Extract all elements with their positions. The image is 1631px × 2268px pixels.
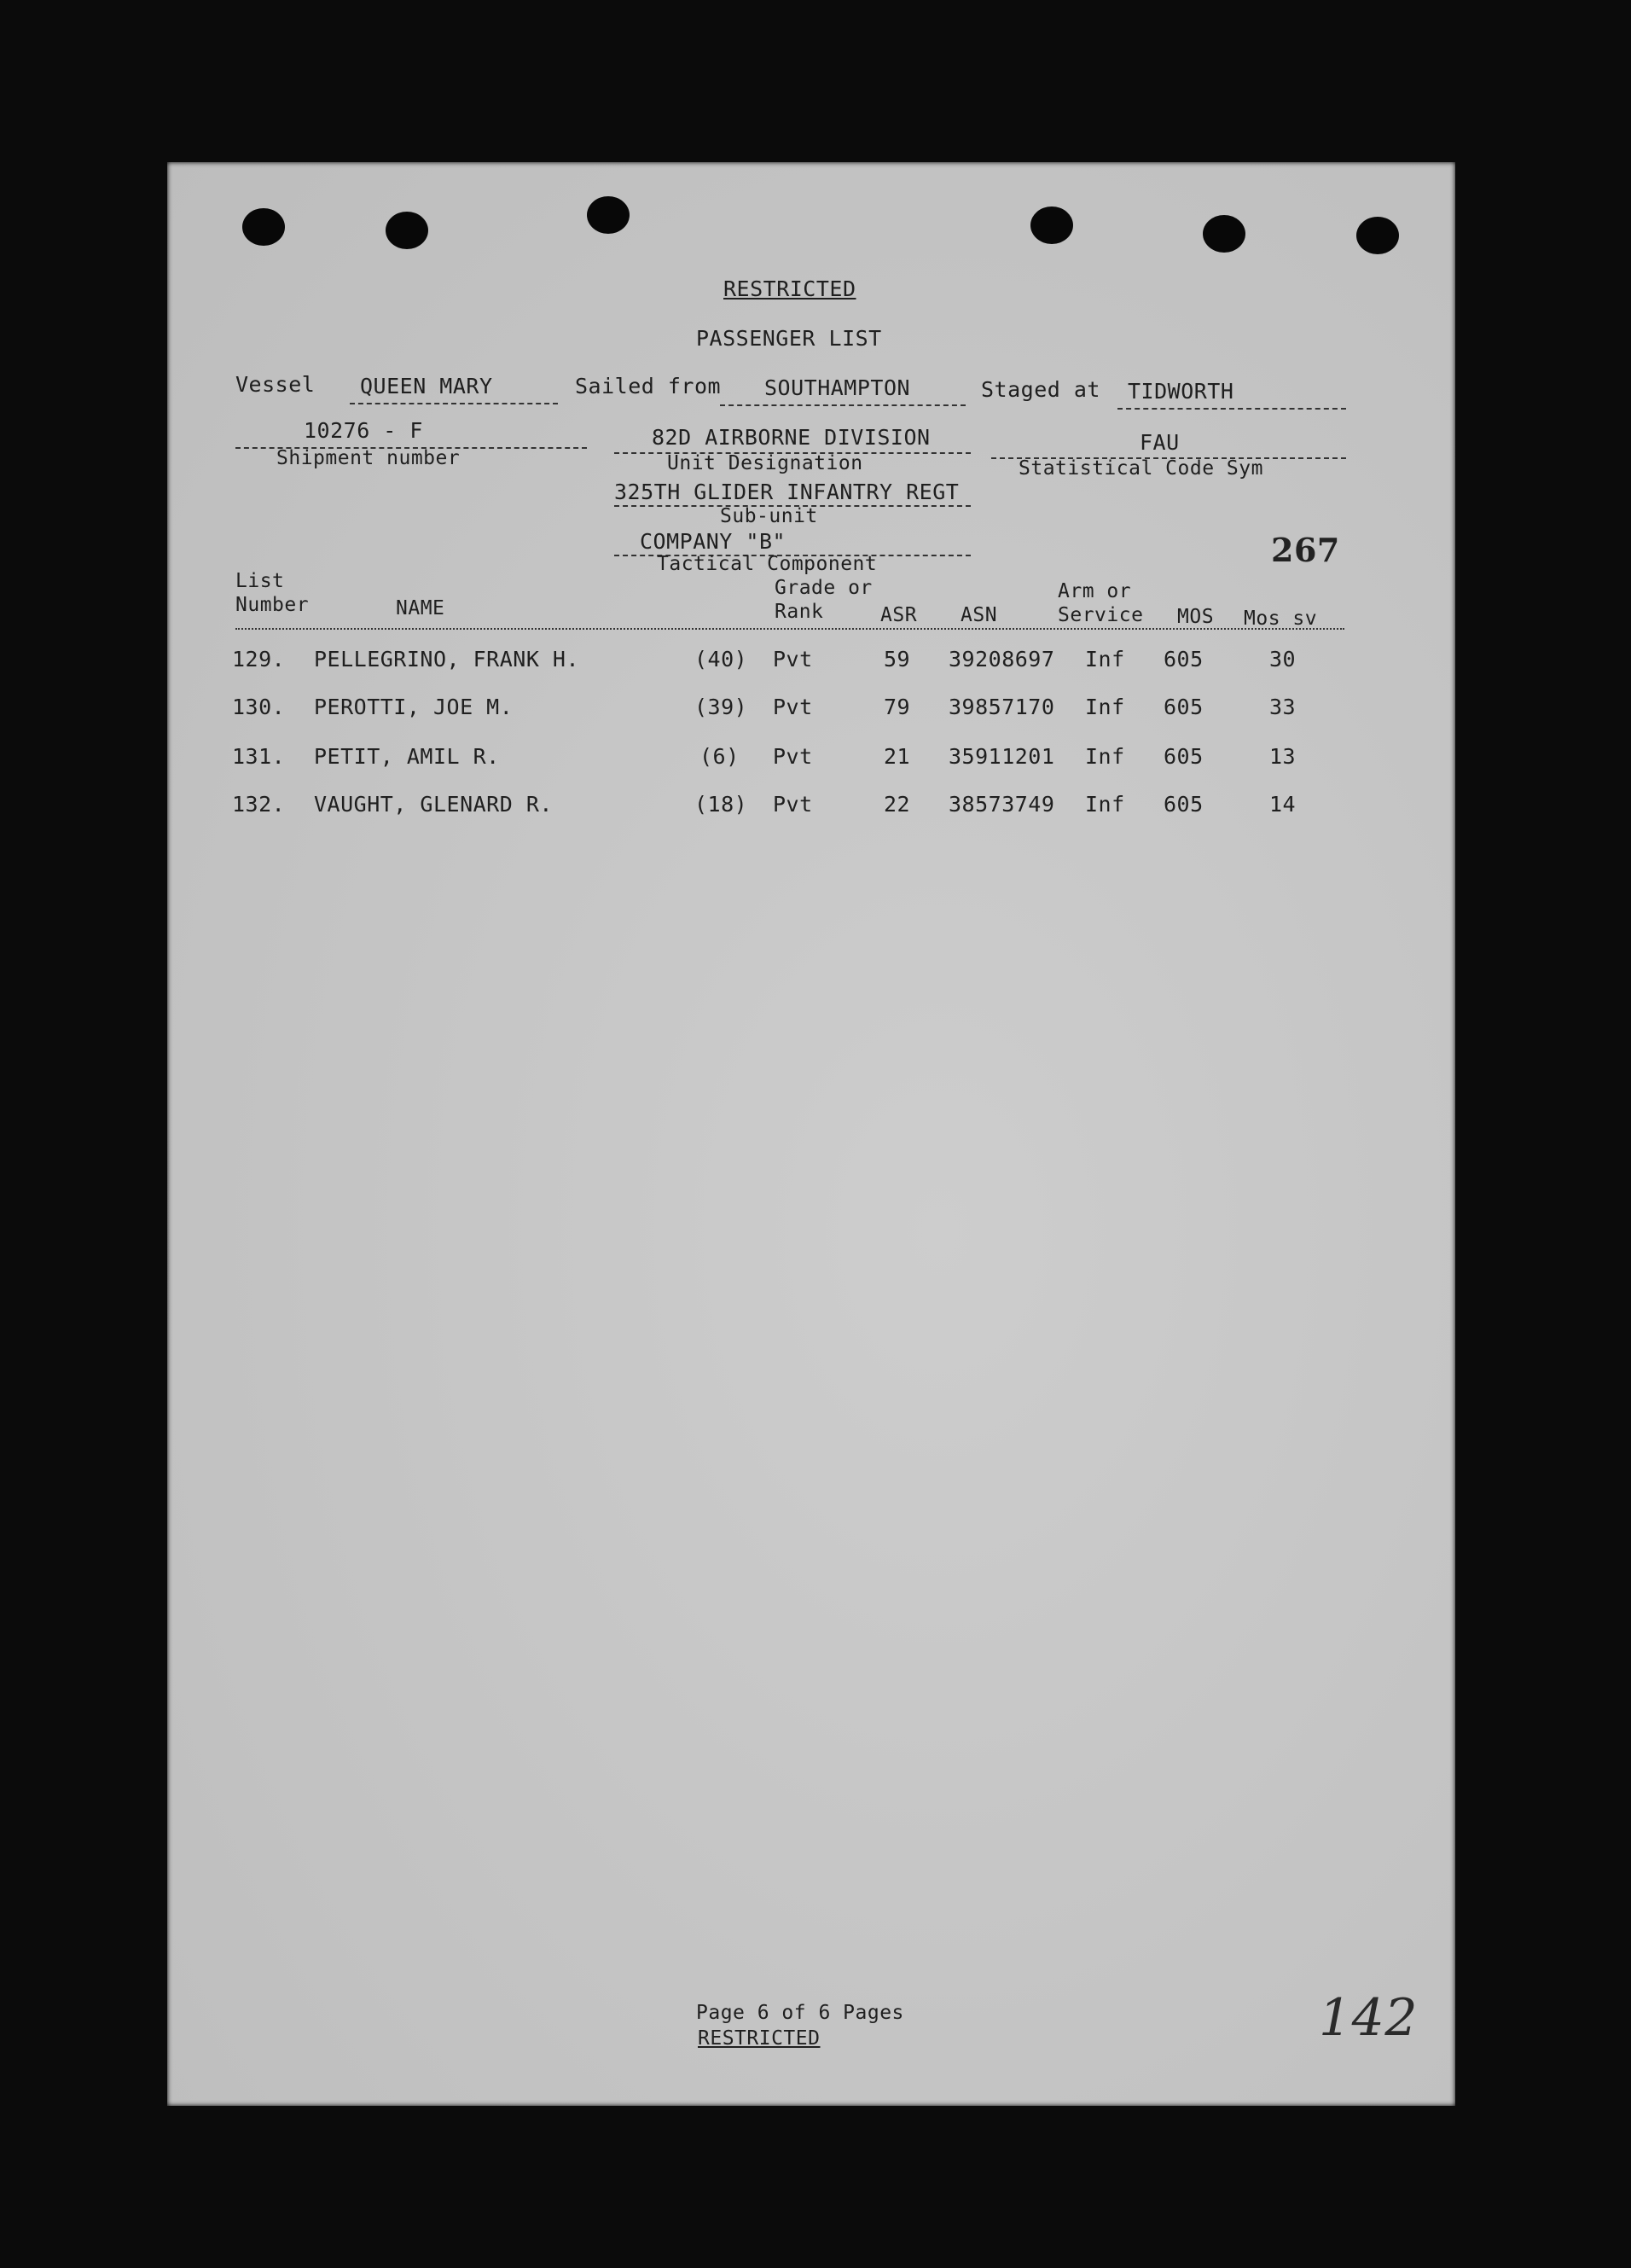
row-age: (18) — [694, 792, 748, 817]
row-age: (6) — [699, 744, 740, 769]
col-arm-1: Arm or — [1058, 580, 1132, 602]
staged-value: TIDWORTH — [1128, 379, 1234, 404]
punch-hole — [1203, 215, 1245, 253]
unit-label: Unit Designation — [667, 452, 863, 474]
row-mos: 605 — [1164, 744, 1204, 769]
stat-label: Statistical Code Sym — [1019, 457, 1263, 480]
row-arm: Inf — [1085, 695, 1125, 719]
staged-underline — [1117, 408, 1346, 410]
header-underline — [235, 628, 1344, 630]
row-rank: Pvt — [773, 744, 813, 769]
table-row — [167, 792, 1455, 823]
vessel-label: Vessel — [235, 372, 316, 397]
punch-hole — [242, 208, 285, 246]
sailed-label: Sailed from — [575, 374, 722, 398]
page-count: Page 6 of 6 Pages — [696, 2002, 904, 2024]
table-row — [167, 695, 1455, 725]
row-number: 130. — [232, 695, 286, 719]
stat-value: FAU — [1140, 430, 1180, 455]
row-rank: Pvt — [773, 792, 813, 817]
restricted-footer: RESTRICTED — [698, 2027, 821, 2050]
tactical-label: Tactical Component — [657, 553, 878, 575]
row-number: 131. — [232, 744, 286, 769]
row-asn: 38573749 — [949, 792, 1055, 817]
row-asr: 59 — [884, 647, 911, 672]
unit-value: 82D AIRBORNE DIVISION — [652, 425, 931, 450]
col-name: NAME — [396, 597, 445, 619]
row-age: (39) — [694, 695, 748, 719]
row-arm: Inf — [1085, 792, 1125, 817]
row-mos-sv: 30 — [1269, 647, 1297, 672]
row-number: 129. — [232, 647, 286, 672]
row-name: PEROTTI, JOE M. — [314, 695, 514, 719]
row-mos: 605 — [1164, 695, 1204, 719]
row-mos-sv: 14 — [1269, 792, 1297, 817]
col-grade-1: Grade or — [775, 577, 873, 599]
col-list-number-1: List — [235, 570, 285, 592]
col-grade-2: Rank — [775, 601, 824, 623]
row-arm: Inf — [1085, 744, 1125, 769]
document-page — [167, 162, 1455, 2106]
row-mos: 605 — [1164, 647, 1204, 672]
row-rank: Pvt — [773, 695, 813, 719]
row-asr: 21 — [884, 744, 911, 769]
punch-hole — [1030, 206, 1073, 244]
row-asn: 39208697 — [949, 647, 1055, 672]
punch-hole — [1356, 217, 1399, 254]
sheet-number: 267 — [1271, 531, 1340, 569]
subunit-value: 325TH GLIDER INFANTRY REGT — [614, 480, 960, 504]
table-row — [167, 647, 1455, 677]
row-asn: 35911201 — [949, 744, 1055, 769]
row-asr: 22 — [884, 792, 911, 817]
shipment-label: Shipment number — [276, 447, 461, 469]
table-row — [167, 744, 1455, 775]
vessel-value: QUEEN MARY — [360, 374, 493, 398]
col-mos-sv: Mos sv — [1244, 608, 1318, 630]
row-name: PELLEGRINO, FRANK H. — [314, 647, 580, 672]
row-age: (40) — [694, 647, 748, 672]
punch-hole — [587, 196, 630, 234]
restricted-header: RESTRICTED — [723, 276, 856, 301]
row-number: 132. — [232, 792, 286, 817]
row-asn: 39857170 — [949, 695, 1055, 719]
row-arm: Inf — [1085, 647, 1125, 672]
list-title: PASSENGER LIST — [696, 326, 882, 351]
sailed-value: SOUTHAMPTON — [764, 375, 911, 400]
punch-hole — [386, 212, 428, 249]
row-mos-sv: 13 — [1269, 744, 1297, 769]
row-asr: 79 — [884, 695, 911, 719]
vessel-underline — [350, 403, 558, 404]
subunit-label: Sub-unit — [720, 505, 818, 527]
col-mos: MOS — [1177, 606, 1215, 628]
col-asr: ASR — [880, 604, 918, 626]
col-arm-2: Service — [1058, 604, 1144, 626]
tactical-value: COMPANY "B" — [640, 529, 786, 554]
staged-label: Staged at — [981, 377, 1100, 402]
row-rank: Pvt — [773, 647, 813, 672]
row-name: VAUGHT, GLENARD R. — [314, 792, 553, 817]
shipment-value: 10276 - F — [304, 418, 423, 443]
row-mos-sv: 33 — [1269, 695, 1297, 719]
handwritten-number: 142 — [1319, 1988, 1419, 2048]
col-list-number-2: Number — [235, 594, 310, 616]
col-asn: ASN — [961, 604, 998, 626]
sailed-underline — [720, 404, 966, 406]
row-name: PETIT, AMIL R. — [314, 744, 500, 769]
row-mos: 605 — [1164, 792, 1204, 817]
